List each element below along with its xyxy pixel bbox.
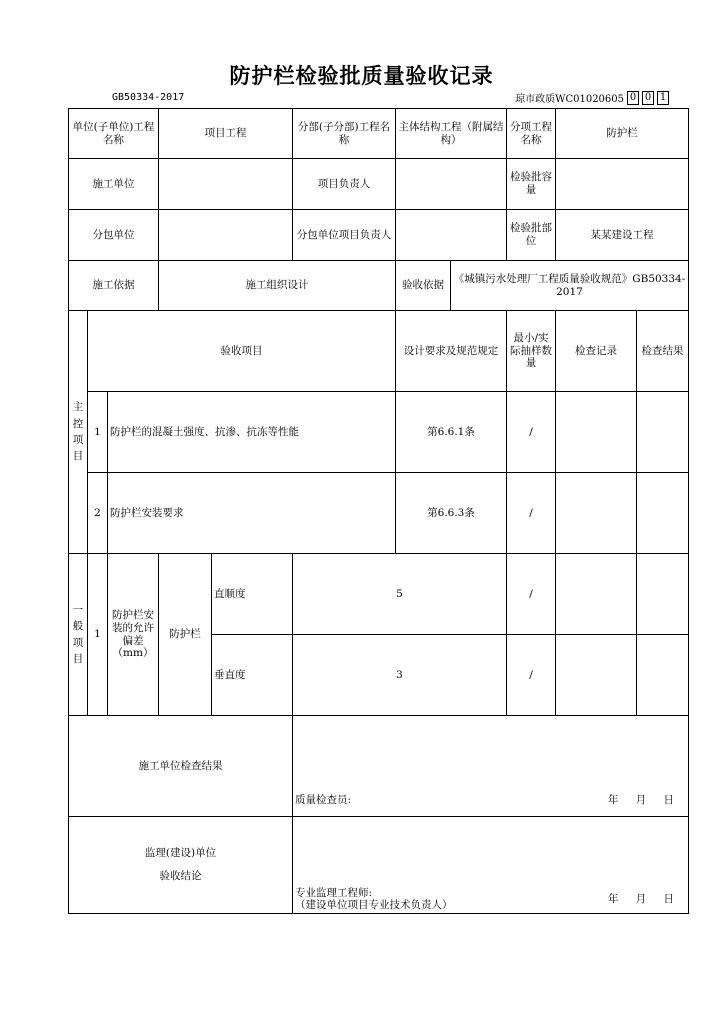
sub-manager-label: 分包单位项目负责人 [293, 210, 396, 261]
batch-part-value: 某某建设工程 [556, 210, 689, 261]
general-row-design: 5 [293, 554, 507, 635]
sub-manager-value [396, 210, 507, 261]
supervisor-engineer-label: 专业监理工程师: [295, 887, 373, 899]
basis-value: 施工组织设计 [159, 261, 396, 311]
col-record-header: 检查记录 [556, 311, 637, 392]
subcontractor-label: 分包单位 [69, 210, 159, 261]
main-row-sample: / [507, 473, 556, 554]
batch-part-label: 检验批部位 [507, 210, 556, 261]
table-row [69, 473, 689, 554]
main-row-record [556, 392, 637, 473]
contractor-check-area [293, 716, 689, 817]
owner-technical-lead-label: （建设单位项目专业技术负责人） [295, 899, 453, 911]
main-row-sample: / [507, 392, 556, 473]
quality-inspector-label: 质量检查员: [295, 794, 352, 806]
general-row-record [556, 635, 637, 716]
contractor-check-date: 年 月 日 [607, 794, 674, 806]
col-sample-header: 最小/实际抽样数量 [507, 311, 556, 392]
main-row-name: 防护栏安装要求 [108, 473, 396, 554]
form-code-box-1: 0 [627, 91, 639, 105]
form-code-box-2: 0 [642, 91, 654, 105]
col-result-header: 检查结果 [637, 311, 689, 392]
supervisor-label [69, 817, 293, 914]
main-row-no: 2 [88, 473, 108, 554]
supervisor-area [293, 817, 689, 914]
general-items-label: 一 般 项 目 [69, 554, 88, 716]
batch-capacity-label: 检验批容量 [507, 159, 556, 210]
project-manager-label: 项目负责人 [293, 159, 396, 210]
main-row-result [637, 392, 689, 473]
general-row-result [637, 554, 689, 635]
general-row-name: 直顺度 [212, 554, 293, 635]
form-code-prefix: 琼市政质WC01020605 [515, 94, 624, 105]
general-row-no: 1 [88, 554, 108, 716]
batch-capacity-value [556, 159, 689, 210]
contractor-value [159, 159, 293, 210]
contractor-check-label [69, 716, 293, 817]
contractor-label: 施工单位 [69, 159, 159, 210]
acceptance-basis-value: 《城镇污水处理厂工程质量验收规范》GB50334-2017 [451, 261, 689, 311]
general-row-sample: / [507, 554, 556, 635]
col-design-header: 设计要求及规范规定 [396, 311, 507, 392]
general-row-record [556, 554, 637, 635]
general-sub: 防护栏 [159, 554, 212, 716]
subcontractor-value [159, 210, 293, 261]
main-row-design: 第6.6.1条 [396, 392, 507, 473]
form-code [515, 90, 669, 105]
main-items-label: 主 控 项 目 [69, 311, 88, 554]
inspection-table [68, 108, 689, 914]
general-row-result [637, 635, 689, 716]
form-code-box-3: 1 [657, 91, 669, 105]
acceptance-basis-label: 验收依据 [396, 261, 451, 311]
general-row-design: 3 [293, 635, 507, 716]
unit-project-value: 项目工程 [159, 109, 293, 159]
main-row-design: 第6.6.3条 [396, 473, 507, 554]
main-row-result [637, 473, 689, 554]
subdivision-value: 主体结构工程（附属结构） [396, 109, 507, 159]
basis-label: 施工依据 [69, 261, 159, 311]
main-row-name: 防护栏的混凝土强度、抗渗、抗冻等性能 [108, 392, 396, 473]
page-title: 防护栏检验批质量验收记录 [229, 64, 494, 88]
supervisor-label-line-2: 验收结论 [159, 870, 202, 882]
item-project-value: 防护栏 [556, 109, 689, 159]
standard-code: GB50334-2017 [112, 92, 185, 103]
general-group: 防护栏安装的允许偏差（mm） [108, 554, 159, 716]
subdivision-label: 分部(子分部)工程名称 [293, 109, 396, 159]
general-row-name: 垂直度 [212, 635, 293, 716]
supervisor-label-line-1: 监理(建设)单位 [144, 847, 217, 860]
item-project-label: 分项工程名称 [507, 109, 556, 159]
col-item-header: 验收项目 [88, 311, 396, 392]
table-row [69, 554, 689, 635]
main-row-no: 1 [88, 392, 108, 473]
unit-project-label: 单位(子单位)工程名称 [69, 109, 159, 159]
contractor-check-label-text: 施工单位检查结果 [138, 759, 223, 772]
main-row-record [556, 473, 637, 554]
supervisor-date: 年 月 日 [607, 893, 674, 905]
table-row [69, 392, 689, 473]
project-manager-value [396, 159, 507, 210]
general-row-sample: / [507, 635, 556, 716]
